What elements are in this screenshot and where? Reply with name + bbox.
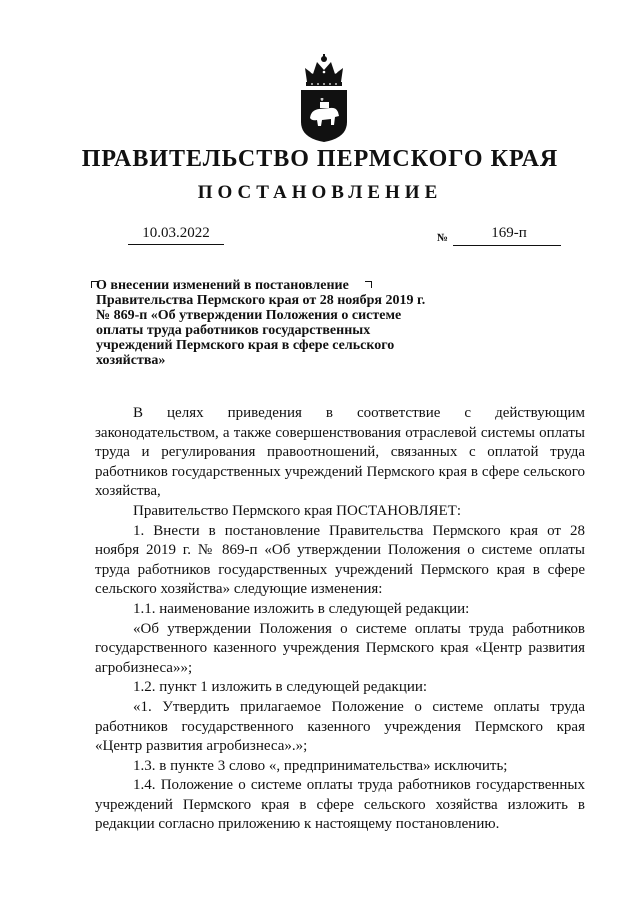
document-subject: О внесении изменений в постановление Правительства Пермского края от 28 ноября 2019 г. № 869-п «Об утверждении Положения о системе оплаты труда работников государственных учреждений Пермского края в сфере сельского хозяйства» <box>96 278 426 368</box>
document-body <box>95 404 585 835</box>
date-field <box>128 224 224 245</box>
number-field <box>437 224 561 250</box>
document-type: ПОСТАНОВЛЕНИЕ <box>197 182 443 203</box>
body-paragraph: 1.3. в пункте 3 слово «, предпринимательства» исключить; <box>133 757 508 774</box>
body-paragraph: 1. Внести в постановление Правительства Пермского края от 28 ноября 2019 г. № 869-п «Об утверждении Положения о системе оплаты труда работников государственных учреждений Пермского края в сфере сельского хозяйства» следующие изменения: <box>95 522 585 598</box>
government-title: ПРАВИТЕЛЬСТВО ПЕРМСКОГО КРАЯ <box>81 146 559 172</box>
document-number: 169-п <box>491 225 527 241</box>
body-paragraph: «Об утверждении Положения о системе оплаты труда работников государственного казенного учреждения Пермского края «Центр развития агробизнеса»»; <box>95 620 585 676</box>
body-paragraph: В целях приведения в соответствие с действующим законодательством, а также совершенствования отраслевой системы оплаты труда и регулирования правоотношений, связанных с оплатой труда работников государственных учреждений Пермского края в сфере сельского хозяйства, <box>95 405 585 500</box>
body-paragraph: «1. Утвердить прилагаемое Положение о системе оплаты труда работников государственного казенного учреждения Пермского края «Центр развития агробизнеса».»; <box>95 698 585 755</box>
perm-krai-coat-of-arms-icon <box>297 52 351 144</box>
number-sign: № <box>437 232 449 244</box>
body-paragraph: 1.2. пункт 1 изложить в следующей редакции: <box>133 679 428 696</box>
document-date: 10.03.2022 <box>142 225 210 241</box>
date-underline <box>128 242 224 245</box>
number-underline <box>453 245 561 246</box>
body-paragraph: 1.1. наименование изложить в следующей редакции: <box>133 600 470 617</box>
body-paragraph: 1.4. Положение о системе оплаты труда работников государственных учреждений Пермского края в сфере сельского хозяйства изложить в редакции согласно приложению к настоящему постановлению. <box>95 777 585 833</box>
body-paragraph: Правительство Пермского края ПОСТАНОВЛЯЕТ: <box>133 502 462 519</box>
